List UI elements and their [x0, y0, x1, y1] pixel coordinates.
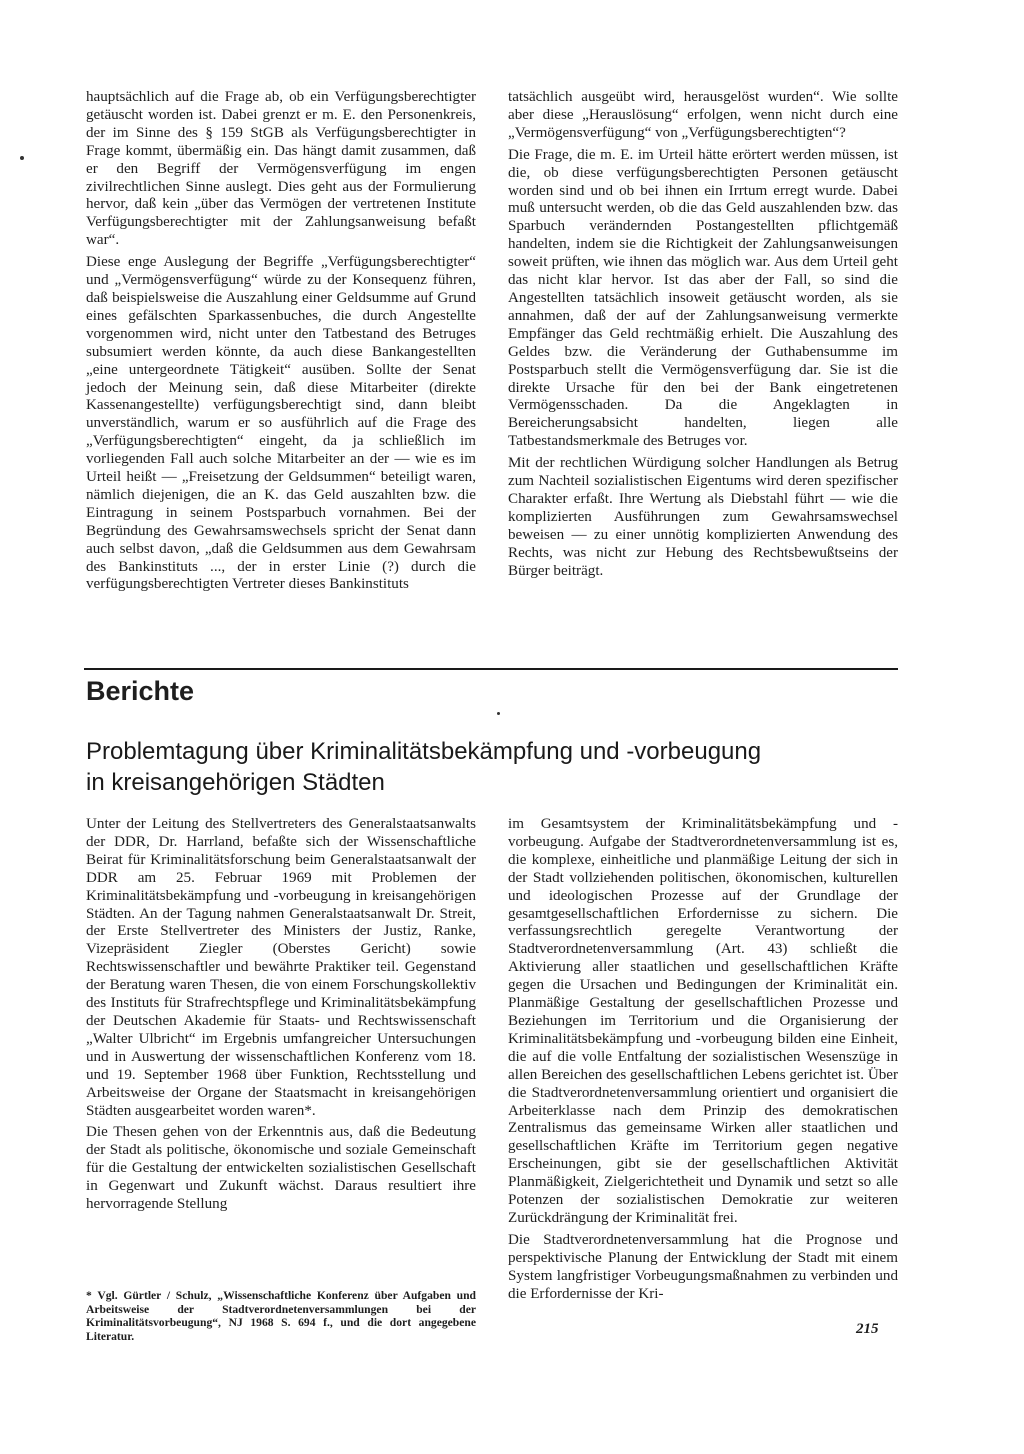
paragraph: Die Stadtverordnetenversammlung hat die Prognose und perspektivische Planung der Entwicklung der Stadt mit einem System langfristiger Vorbeugungsmaßnahmen zu verbinden und die Erfordernisse der Kri-: [508, 1231, 898, 1302]
article-title-line: Problemtagung über Kriminalitätsbekämpfung und -vorbeugung: [86, 738, 762, 765]
top-left-column: [86, 89, 476, 598]
paragraph: Unter der Leitung des Stellvertreters des Generalstaatsanwalts der DDR, Dr. Harrland, befaßte sich der Wissenschaftliche Beirat für Kriminalitätsforschung beim Generalstaatsanwalt der DDR am 25. Februar 1969 mit Problemen der Kriminalitätsbekämpfung und -vorbeugung in kreisangehörigen Städten. An der Tagung nahmen Generalstaatsanwalt Dr. Streit, der Erste Stellvertreter des Ministers der Justiz, Ranke, Vizepräsident Ziegler (Oberstes Gericht) sowie Rechtswissenschaftler und bewährte Praktiker teil. Gegenstand der Beratung waren Thesen, die von einem Forschungskollektiv des Instituts für Strafrechtspflege und Kriminalitätsbekämpfung der Deutschen Akademie für Staats- und Rechtswissenschaft „Walter Ulbricht“ im Ergebnis umfangreicher Untersuchungen und in Auswertung der wissenschaftlichen Konferenz vom 18. und 19. September 1968 über Funktion, Rechtsstellung und Arbeitsweise der Organe der Staatsmacht in kreisangehörigen Städten ausgearbeitet worden waren*.: [86, 816, 476, 1119]
paragraph: Mit der rechtlichen Würdigung solcher Handlungen als Betrug zum Nachteil sozialistischen Eigentums wird deren spezifischer Charakter erfaßt. Ihre Wertung als Diebstahl führt — wie die komplizierten Ausführungen zum Gewahrsamswechsel beweisen — zu einer unnötig komplizierten Anwendung des Rechts, was nicht zur Hebung des Rechtsbewußtseins der Bürger beiträgt.: [508, 455, 898, 579]
footnote: * Vgl. Gürtler / Schulz, „Wissenschaftliche Konferenz über Aufgaben und Arbeitsweise der Stadtverordnetenversammlungen bei der Kriminalitätsvorbeugung“, NJ 1968 S. 694 f., und die dort angegebene Literatur.: [86, 1289, 476, 1343]
margin-mark: [497, 712, 500, 715]
article-title-line: in kreisangehörigen Städten: [86, 769, 385, 796]
paragraph: tatsächlich ausgeübt wird, herausgelöst wurden“. Wie sollte aber diese „Herauslösung“ erfolgen, wenn nicht durch eine „Vermögensverfügung“ von „Verfügungsberechtigten“?: [508, 89, 898, 141]
section-heading: Berichte: [86, 676, 195, 706]
top-right-column: [508, 89, 898, 584]
section-divider: [84, 668, 898, 670]
page-number: 215: [856, 1321, 879, 1337]
paragraph: Diese enge Auslegung der Begriffe „Verfügungsberechtigter“ und „Vermögensverfügung“ würde zu der Konsequenz führen, daß beispielsweise die Auszahlung einer Geldsumme auf Grund eines gefälschten Sparkassenbuches, die durch Angestellte vorgenommen wird, nicht unter den Tatbestand des Betruges subsumiert werden könnte, da auch diese Bankangestellten „eine untergeordnete Tätigkeit“ ausüben. Sollte der Senat jedoch der Meinung sein, daß diese Mitarbeiter (direkte Kassenangestellte) verfügungsberechtigt sind, dann bleibt unverständlich, warum er so ausführlich auf die Frage des „Verfügungsberechtigten“ eingeht, da ja schließlich im vorliegenden Fall auch solche Mitarbeiter an der — wie es im Urteil heißt — „Freisetzung der Geldsummen“ beteiligt waren, nämlich diejenigen, die an K. das Geld auszahlten bzw. die Eintragung in seinem Postsparbuch vornahmen. Bei der Begründung des Gewahrsamswechsels spricht der Senat dann auch selbst davon, „daß die Geldsummen aus dem Gewahrsam des Bankinstituts ..., der in erster Linie (?) durch die verfügungsberechtigten Vertreter dieses Bankinstituts: [86, 254, 476, 593]
bottom-left-column: [86, 816, 476, 1218]
paragraph: Die Thesen gehen von der Erkenntnis aus, daß die Bedeutung der Stadt als politische, ökonomische und soziale Gemeinschaft für die Gestaltung der entwickelten sozialistischen Gesellschaft in Gegenwart und Zukunft wächst. Daraus resultiert ihre hervorragende Stellung: [86, 1124, 476, 1213]
paragraph: im Gesamtsystem der Kriminalitätsbekämpfung und -vorbeugung. Aufgabe der Stadtverordnetenversammlung ist es, die komplexe, einheitliche und planmäßige Leitung der sich in der Stadt vollziehenden politischen, ökonomischen, kulturellen und ideologischen Prozesse auf der Grundlage der gesamtgesellschaftlichen Erfordernisse zu sichern. Die verfassungsrechtlich geregelte Verantwortung der Stadtverordnetenversammlung (Art. 43) schließt die Aktivierung aller staatlichen und gesellschaftlichen Kräfte gegen die Ursachen und Bedingungen der Kriminalität ein. Planmäßige Gestaltung der gesellschaftlichen Prozesse und Beziehungen im Territorium und die Organisierung der Kriminalitätsbekämpfung und -vorbeugung bilden eine Einheit, die auf die volle Entfaltung der sozialistischen Wesenszüge in allen Bereichen des gesellschaftlichen Lebens gerichtet ist. Über die Stadtverordnetenversammlung orientiert und organisiert die Arbeiterklasse nach dem Prinzip des demokratischen Zentralismus das gemeinsame Wirken aller staatlichen und gesellschaftlichen Kräfte im Territorium gegen negative Erscheinungen, gibt sie der gesellschaftlichen Aktivität Planmäßigkeit, Zielgerichtetheit und Dynamik und setzt so alle Potenzen der sozialistischen Demokratie zur weiteren Zurückdrängung der Kriminalität frei.: [508, 816, 898, 1226]
bottom-right-column: [508, 816, 898, 1307]
paragraph: hauptsächlich auf die Frage ab, ob ein Verfügungsberechtigter getäuscht worden ist. Dabei grenzt er m. E. den Personenkreis, der im Sinne des § 159 StGB als Verfügungsberechtigter in Frage kommt, übermäßig ein. Das hängt damit zusammen, daß er den Begriff der Vermögensverfügung im engen zivilrechtlichen Sinne auslegt. Dies geht aus der Formulierung hervor, daß kein „über das Vermögen der vertretenen Institute Verfügungsberechtigter mit der Zahlungsanweisung befaßt war“.: [86, 89, 476, 249]
article-title: [86, 736, 906, 798]
paragraph: Die Frage, die m. E. im Urteil hätte erörtert werden müssen, ist die, ob diese verfügungsberechtigten Personen getäuscht worden sind und ob bei ihnen ein Irrtum erregt wurde. Dabei muß untersucht werden, ob die das Geld auszahlenden bzw. das Sparbuch verändernden Postangestellten pflichtgemäß handelten, indem sie die Richtigkeit der Zahlungsanweisungen soweit prüften, wie ihnen das möglich war. Aus dem Urteil geht das nicht klar hervor. Ist das aber der Fall, so sind die Angestellten tatsächlich insoweit getäuscht worden, als sie annahmen, daß der auf der Zahlungsanweisung vermerkte Empfänger das Geld rechtmäßig erhielt. Die Auszahlung des Geldes bzw. die Veränderung der Guthabensumme im Postsparbuch stellt die Vermögensverfügung dar. Sie ist die direkte Ursache für den bei der Bank eingetretenen Vermögensschaden. Da die Angeklagten in Bereicherungsabsicht handelten, liegen alle Tatbestandsmerkmale des Betruges vor.: [508, 146, 898, 450]
margin-mark: [20, 156, 24, 160]
